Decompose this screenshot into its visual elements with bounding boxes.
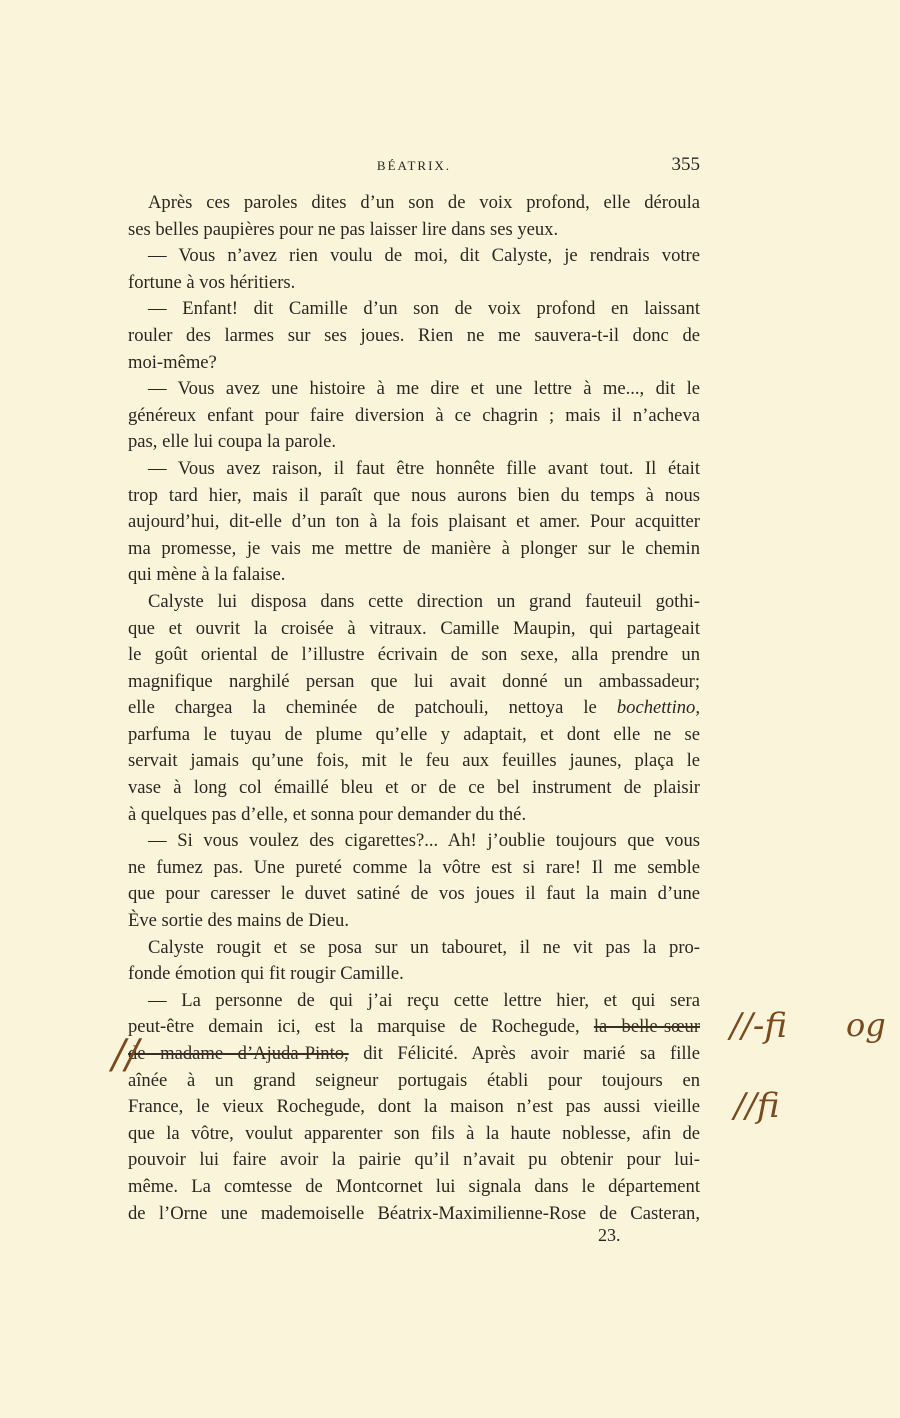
text-line: — Vous n’avez rien voulu de moi, dit Calyste, je rendrais votre xyxy=(148,245,700,267)
text-line: pas, elle lui coupa la parole. xyxy=(128,431,337,453)
text-line: Après ces paroles dites d’un son de voix profond, elle déroula xyxy=(148,192,700,213)
text-line: — Vous avez raison, il faut être honnête fille avant tout. Il était xyxy=(148,457,700,479)
text-line-part: elle chargea la cheminée de patchouli, nettoya le xyxy=(128,697,597,719)
text-line-part: dit Félicité. Après avoir marié sa fille xyxy=(363,1043,700,1064)
text-line: fortune à vos héritiers. xyxy=(128,271,296,293)
text-line: même. La comtesse de Montcornet lui signala dans le département xyxy=(128,1175,700,1197)
text-line: — Enfant! dit Camille d’un son de voix profond en laissant xyxy=(148,298,700,320)
text-line: qui mène à la falaise. xyxy=(128,564,286,586)
running-head xyxy=(128,154,700,184)
text-line: de l’Orne une mademoiselle Béatrix-Maximilienne-Rose de Casteran, xyxy=(128,1202,700,1224)
text-line: — Vous avez une histoire à me dire et une lettre à me..., dit le xyxy=(148,378,700,400)
page-number: 355 xyxy=(671,154,700,175)
text-line: parfuma le tuyau de plume qu’elle y adaptait, et dont elle ne se xyxy=(128,723,700,745)
signature-mark: 23. xyxy=(598,1225,621,1245)
text-line: pouvoir lui faire avoir la pairie qu’il n’avait pu obtenir pour lui- xyxy=(128,1149,700,1171)
text-line: Ève sortie des mains de Dieu. xyxy=(128,910,350,932)
text-line: ma promesse, je vais me mettre de manière à plonger sur le chemin xyxy=(128,537,700,559)
text-line: trop tard hier, mais il paraît que nous aurons bien du temps à nous xyxy=(128,484,700,506)
text-line: que pour caresser le duvet satiné de vos joues il faut la main d’une xyxy=(128,883,700,905)
body-text xyxy=(128,190,700,1227)
text-line: moi-même? xyxy=(128,351,217,373)
margin-note-right-3: og xyxy=(846,1006,886,1044)
text-line: le goût oriental de l’illustre écrivain de son sexe, alla prendre un xyxy=(128,644,700,666)
text-line: servait jamais qu’une fois, mit le feu aux feuilles jaunes, plaça le xyxy=(128,750,700,772)
text-line: ne fumez pas. Une pureté comme la vôtre est si rare! Il me semble xyxy=(128,856,700,878)
struck-text: la belle-sœur xyxy=(593,1016,700,1038)
text-line: Calyste lui disposa dans cette direction un grand fauteuil gothi- xyxy=(148,590,700,612)
text-line: rouler des larmes sur ses joues. Rien ne me sauvera-t-il donc de xyxy=(128,324,700,346)
text-line-with-italic xyxy=(128,695,700,722)
italic-word: bochettino, xyxy=(616,697,700,719)
text-line: à quelques pas d’elle, et sonna pour demander du thé. xyxy=(128,803,527,825)
running-title: BÉATRIX. xyxy=(376,158,452,173)
text-line: France, le vieux Rochegude, dont la maison n’est pas aussi vieille xyxy=(128,1096,700,1118)
text-line: — La personne de qui j’ai reçu cette lettre hier, et qui sera xyxy=(148,989,700,1011)
text-line: vase à long col émaillé bleu et or de ce bel instrument de plaisir xyxy=(128,777,700,799)
text-line-with-strike xyxy=(128,1014,700,1041)
text-line: aujourd’hui, dit-elle d’un ton à la fois plaisant et amer. Pour acquitter xyxy=(128,511,700,533)
text-line: que la vôtre, voulut apparenter son fils à la haute noblesse, afin de xyxy=(128,1122,700,1144)
text-line: Calyste rougit et se posa sur un tabouret, il ne vit pas la pro- xyxy=(148,936,700,958)
margin-note-left: // xyxy=(112,1032,139,1078)
text-line: généreux enfant pour faire diversion à ce chagrin ; mais il n’acheva xyxy=(128,404,700,426)
text-line: ses belles paupières pour ne pas laisser lire dans ses yeux. xyxy=(128,218,559,240)
text-line-with-strike xyxy=(128,1041,700,1068)
margin-note-right-2: //fi xyxy=(734,1086,780,1126)
text-line: — Si vous voulez des cigarettes?... Ah! j’oublie toujours que vous xyxy=(148,830,700,852)
text-line-part: peut-être demain ici, est la marquise de Rochegude, xyxy=(128,1016,580,1038)
text-line: magnifique narghilé persan que lui avait donné un ambassadeur; xyxy=(128,670,700,692)
struck-text: de madame d’Ajuda-Pinto, xyxy=(128,1043,349,1064)
text-line: aînée à un grand seigneur portugais établi pour toujours en xyxy=(128,1069,700,1091)
margin-note-right-1: //-fi xyxy=(730,1006,788,1046)
text-line: que et ouvrit la croisée à vitraux. Camille Maupin, qui partageait xyxy=(128,617,700,639)
text-line: fonde émotion qui fit rougir Camille. xyxy=(128,963,404,985)
